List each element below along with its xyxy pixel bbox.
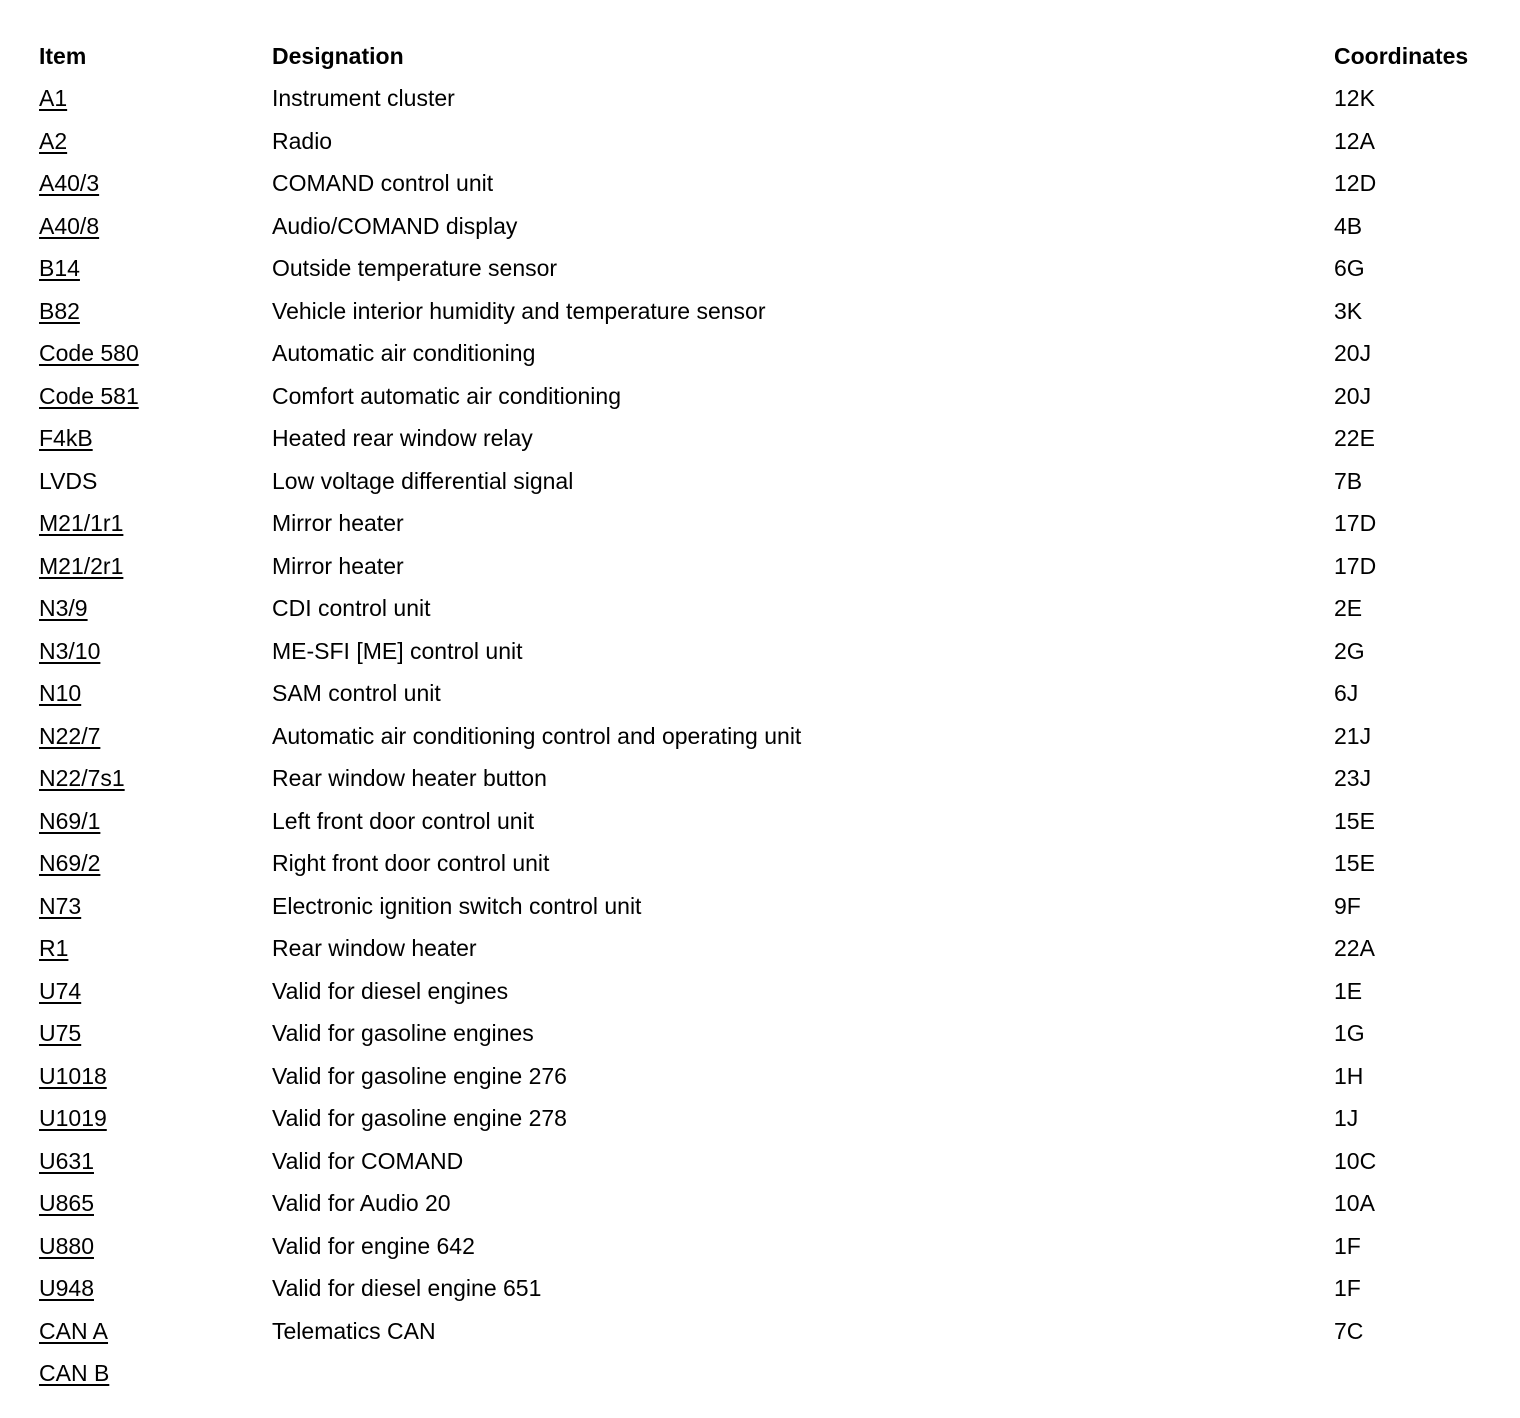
- item-cell: [39, 418, 272, 461]
- item-cell: [39, 290, 272, 333]
- coordinates-cell: 9F: [1334, 892, 1361, 919]
- designation-cell: Valid for diesel engines: [272, 977, 509, 1004]
- coordinates-cell: 2G: [1334, 637, 1365, 664]
- item-cell: [39, 503, 272, 546]
- coordinates-cell: 12K: [1334, 85, 1375, 112]
- header-designation: Designation: [272, 42, 404, 69]
- item-link[interactable]: B14: [39, 255, 80, 282]
- item-cell: [39, 885, 272, 928]
- designation-cell: Vehicle interior humidity and temperature sensor: [272, 297, 766, 324]
- item-link[interactable]: U74: [39, 977, 82, 1004]
- coordinates-cell: 1G: [1334, 1020, 1365, 1047]
- item-cell: [39, 1353, 272, 1396]
- designation-cell: Automatic air conditioning control and operating unit: [272, 722, 802, 749]
- item-link[interactable]: A40/8: [39, 212, 100, 239]
- item-cell: [39, 333, 272, 376]
- header-item: Item: [39, 42, 87, 69]
- item-cell: [39, 970, 272, 1013]
- coordinates-cell: 20J: [1334, 382, 1372, 409]
- table-body: [39, 78, 1489, 1396]
- item-cell: [39, 1225, 272, 1268]
- designation-cell: COMAND control unit: [272, 170, 494, 197]
- coordinates-cell: 17D: [1334, 510, 1377, 537]
- coordinates-cell: 15E: [1334, 807, 1375, 834]
- item-cell: [39, 120, 272, 163]
- table-row: [39, 758, 1489, 801]
- designation-cell: ME-SFI [ME] control unit: [272, 637, 523, 664]
- coordinates-cell: 1F: [1334, 1232, 1361, 1259]
- item-link[interactable]: B82: [39, 297, 80, 324]
- designation-cell: Right front door control unit: [272, 850, 550, 877]
- item-cell: [39, 1268, 272, 1311]
- table-row: [39, 1140, 1489, 1183]
- item-link[interactable]: Code 580: [39, 340, 139, 367]
- item-link[interactable]: Code 581: [39, 382, 139, 409]
- coordinates-cell: 6J: [1334, 680, 1359, 707]
- table-row: [39, 1055, 1489, 1098]
- item-link[interactable]: F4kB: [39, 425, 93, 452]
- item-cell: [39, 588, 272, 631]
- table-row: [39, 588, 1489, 631]
- item-link[interactable]: U631: [39, 1147, 94, 1174]
- coordinates-cell: 2E: [1334, 595, 1363, 622]
- coordinates-cell: 12A: [1334, 127, 1375, 154]
- table-row: [39, 120, 1489, 163]
- table-row: [39, 673, 1489, 716]
- table-row: [39, 418, 1489, 461]
- item-cell: [39, 1013, 272, 1056]
- designation-cell: Valid for engine 642: [272, 1232, 475, 1259]
- item-cell: [39, 800, 272, 843]
- item-cell: [39, 1098, 272, 1141]
- table-row: [39, 1268, 1489, 1311]
- coordinates-cell: 15E: [1334, 850, 1375, 877]
- header-row: [39, 35, 1489, 78]
- item-cell: [39, 205, 272, 248]
- coordinates-cell: 10A: [1334, 1190, 1375, 1217]
- item-cell: [39, 673, 272, 716]
- item-link[interactable]: N22/7: [39, 722, 101, 749]
- table-row: [39, 1013, 1489, 1056]
- designation-cell: Valid for COMAND: [272, 1147, 464, 1174]
- table-row: [39, 163, 1489, 206]
- item-link[interactable]: U948: [39, 1275, 94, 1302]
- designation-cell: Electronic ignition switch control unit: [272, 892, 642, 919]
- item-cell: [39, 163, 272, 206]
- item-cell: [39, 460, 272, 503]
- designation-cell: Automatic air conditioning: [272, 340, 536, 367]
- item-link[interactable]: N69/2: [39, 850, 101, 877]
- table-row: [39, 375, 1489, 418]
- item-link[interactable]: A40/3: [39, 170, 100, 197]
- table-row: [39, 800, 1489, 843]
- item-cell: [39, 78, 272, 121]
- coordinates-cell: 1J: [1334, 1105, 1359, 1132]
- designation-cell: CDI control unit: [272, 595, 431, 622]
- item-link[interactable]: N10: [39, 680, 82, 707]
- table-row: [39, 1310, 1489, 1353]
- item-link[interactable]: R1: [39, 935, 69, 962]
- table-row: [39, 333, 1489, 376]
- designation-cell: SAM control unit: [272, 680, 441, 707]
- designation-cell: Telematics CAN: [272, 1317, 436, 1344]
- item-link[interactable]: CAN A: [39, 1317, 109, 1344]
- coordinates-cell: 7B: [1334, 467, 1363, 494]
- designation-cell: Radio: [272, 127, 333, 154]
- table-row: [39, 545, 1489, 588]
- item-cell: [39, 843, 272, 886]
- designation-cell: Left front door control unit: [272, 807, 535, 834]
- item-cell: [39, 545, 272, 588]
- coordinates-cell: 12D: [1334, 170, 1377, 197]
- coordinates-cell: 22E: [1334, 425, 1375, 452]
- item-link[interactable]: U880: [39, 1232, 94, 1259]
- item-link[interactable]: U865: [39, 1190, 94, 1217]
- item-link[interactable]: N3/10: [39, 637, 101, 664]
- item-cell: [39, 758, 272, 801]
- item-link[interactable]: N3/9: [39, 595, 88, 622]
- item-link[interactable]: U1018: [39, 1062, 107, 1089]
- table-row: [39, 843, 1489, 886]
- header-coordinates: Coordinates: [1334, 42, 1469, 69]
- designation-cell: Valid for Audio 20: [272, 1190, 451, 1217]
- coordinates-cell: 7C: [1334, 1317, 1364, 1344]
- table-row: [39, 885, 1489, 928]
- designation-cell: Valid for gasoline engine 278: [272, 1105, 567, 1132]
- item-cell: [39, 1310, 272, 1353]
- coordinates-cell: 6G: [1334, 255, 1365, 282]
- item-cell: [39, 1140, 272, 1183]
- item-link[interactable]: CAN B: [39, 1360, 110, 1387]
- coordinates-cell: 3K: [1334, 297, 1363, 324]
- item-cell: [39, 248, 272, 291]
- table-row: [39, 970, 1489, 1013]
- coordinates-cell: 20J: [1334, 340, 1372, 367]
- item-cell: [39, 1183, 272, 1226]
- table-row: [39, 205, 1489, 248]
- designation-cell: Low voltage differential signal: [272, 467, 574, 494]
- table-row: [39, 503, 1489, 546]
- coordinates-cell: 21J: [1334, 722, 1372, 749]
- coordinates-cell: 1E: [1334, 977, 1363, 1004]
- coordinates-cell: 1H: [1334, 1062, 1364, 1089]
- item-link[interactable]: U1019: [39, 1105, 107, 1132]
- coordinates-cell: 10C: [1334, 1147, 1377, 1174]
- table-row: [39, 1225, 1489, 1268]
- designation-cell: [272, 1353, 1334, 1396]
- table-row: [39, 248, 1489, 291]
- designation-cell: Rear window heater button: [272, 765, 547, 792]
- item-cell: [39, 375, 272, 418]
- item-cell: [39, 1055, 272, 1098]
- item-link[interactable]: N69/1: [39, 807, 101, 834]
- item-link[interactable]: U75: [39, 1020, 82, 1047]
- item-link[interactable]: M21/1r1: [39, 510, 124, 537]
- table-row: [39, 290, 1489, 333]
- designation-cell: Outside temperature sensor: [272, 255, 558, 282]
- designation-cell: Mirror heater: [272, 510, 404, 537]
- table-row: [39, 630, 1489, 673]
- item-link[interactable]: A2: [39, 127, 68, 154]
- table-row: [39, 1353, 1489, 1396]
- table-row: [39, 1183, 1489, 1226]
- designation-cell: Valid for diesel engine 651: [272, 1275, 542, 1302]
- table-row: [39, 78, 1489, 121]
- table-row: [39, 1098, 1489, 1141]
- designation-cell: Valid for gasoline engine 276: [272, 1062, 567, 1089]
- designation-cell: Heated rear window relay: [272, 425, 533, 452]
- legend-table: [39, 35, 1489, 1395]
- item-link[interactable]: N73: [39, 892, 82, 919]
- table-row: [39, 928, 1489, 971]
- coordinates-cell: 22A: [1334, 935, 1375, 962]
- designation-cell: Instrument cluster: [272, 85, 455, 112]
- designation-cell: Mirror heater: [272, 552, 404, 579]
- item-link[interactable]: M21/2r1: [39, 552, 124, 579]
- coordinates-cell: 1F: [1334, 1275, 1361, 1302]
- item-cell: [39, 928, 272, 971]
- designation-cell: Rear window heater: [272, 935, 477, 962]
- coordinates-cell: 23J: [1334, 765, 1372, 792]
- item-cell: [39, 715, 272, 758]
- item-label: LVDS: [39, 467, 98, 494]
- designation-cell: Valid for gasoline engines: [272, 1020, 534, 1047]
- table-row: [39, 715, 1489, 758]
- table-header: [39, 35, 1489, 78]
- item-link[interactable]: N22/7s1: [39, 765, 125, 792]
- coordinates-cell: 17D: [1334, 552, 1377, 579]
- designation-cell: Comfort automatic air conditioning: [272, 382, 621, 409]
- designation-cell: Audio/COMAND display: [272, 212, 518, 239]
- table-row: [39, 460, 1489, 503]
- item-cell: [39, 630, 272, 673]
- coordinates-cell: 4B: [1334, 212, 1363, 239]
- item-link[interactable]: A1: [39, 85, 68, 112]
- coordinates-cell: [1334, 1353, 1489, 1396]
